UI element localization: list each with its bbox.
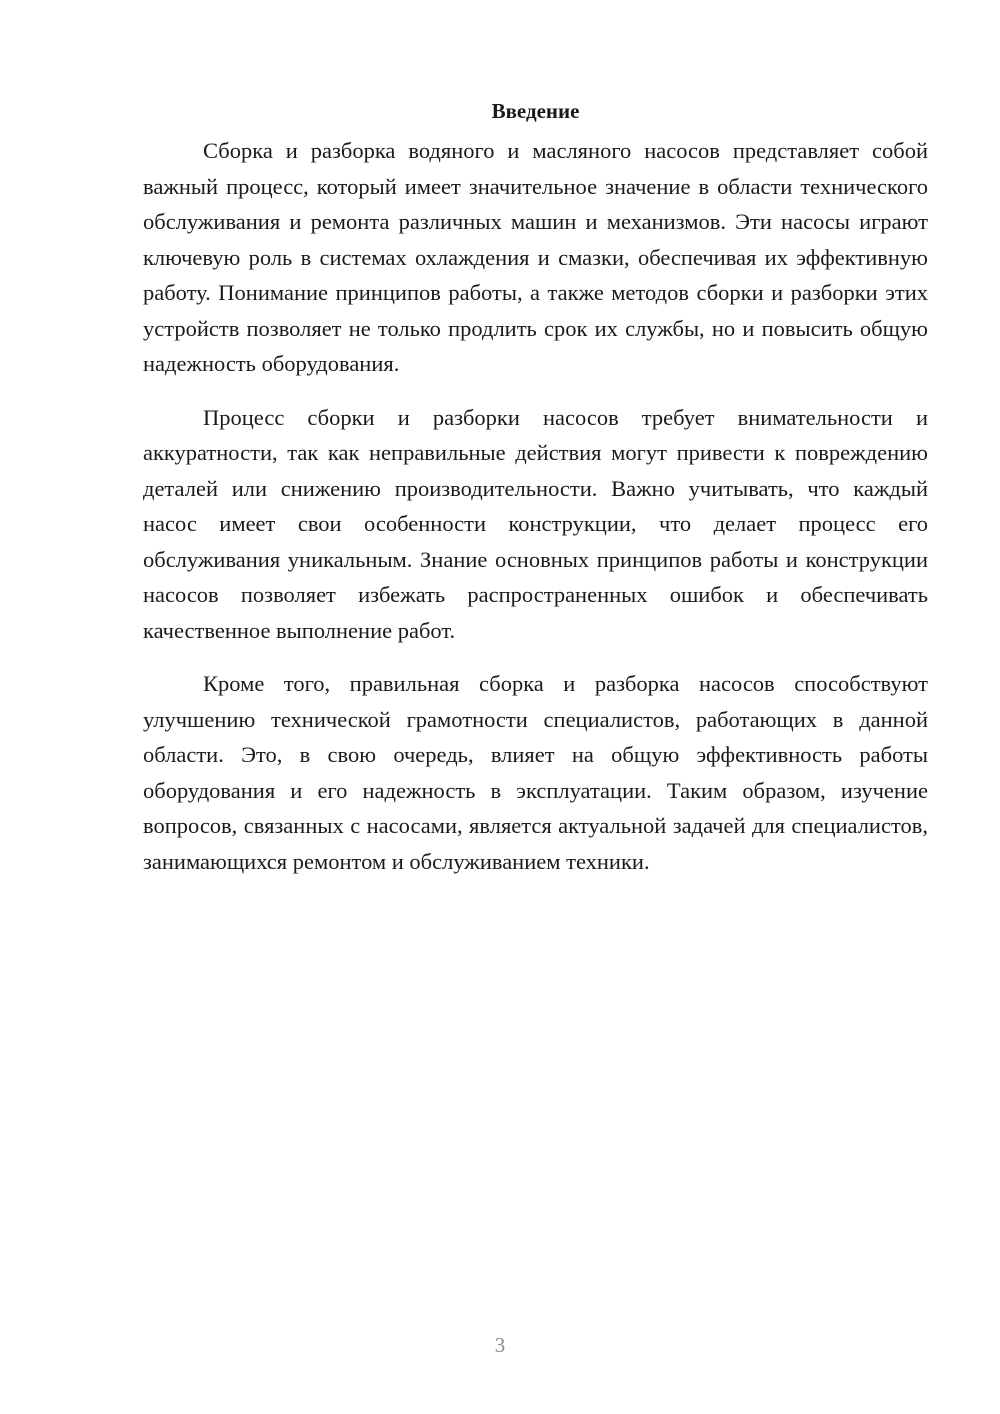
paragraph-1: Сборка и разборка водяного и масляного насосов представляет собой важный процесс, который имеет значительное значение в области технического обслуживания и ремонта различных машин и механизмов. Эти насосы играют ключевую роль в системах охлаждения и смазки, обеспечивая их эффективную работу. Понимание принципов работы, а также методов сборки и разборки этих устройств позволяет не только продлить срок их службы, но и повысить общую надежность оборудования.: [143, 138, 928, 376]
section-title: Введение: [491, 99, 580, 123]
page-number: 3: [494, 1333, 506, 1357]
page-content: [143, 96, 928, 897]
paragraph-2: Процесс сборки и разборки насосов требует внимательности и аккуратности, так как неправильные действия могут привести к повреждению деталей или снижению производительности. Важно учитывать, что каждый насос имеет свои особенности конструкции, что делает процесс его обслуживания уникальным. Знание основных принципов работы и конструкции насосов позволяет избежать распространенных ошибок и обеспечивать качественное выполнение работ.: [143, 404, 928, 643]
paragraph-3: Кроме того, правильная сборка и разборка насосов способствуют улучшению технической грамотности специалистов, работающих в данной области. Это, в свою очередь, влияет на общую эффективность работы оборудования и его надежность в эксплуатации. Таким образом, изучение вопросов, связанных с насосами, является актуальной задачей для специалистов, занимающихся ремонтом и обслуживанием техники.: [143, 671, 928, 874]
